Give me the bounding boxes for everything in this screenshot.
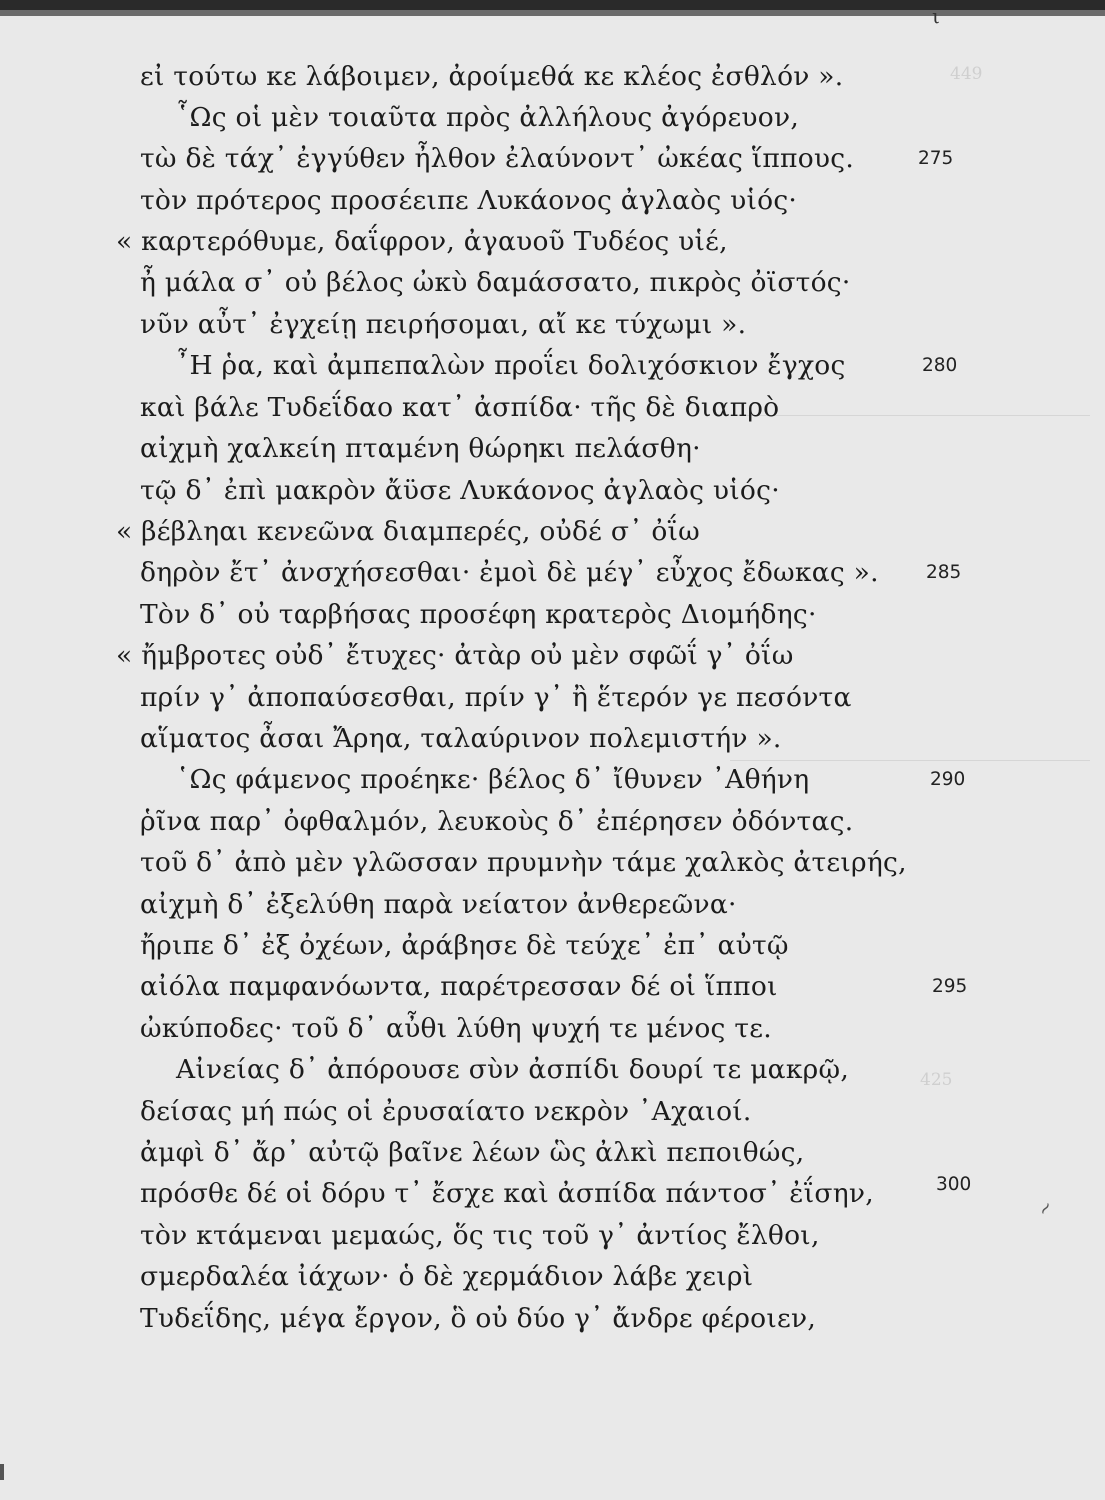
verse-line: « βέβληαι κενεῶνα διαμπερές, οὐδέ σ᾽ ὀΐω (116, 516, 701, 547)
verse-line: ῏Η ῥα, καὶ ἀμπεπαλὼν προΐει δολιχόσκιον ἔγχος (176, 350, 846, 381)
page-header-mark: ι (932, 4, 940, 28)
verse-line: ἀμφὶ δ᾽ ἄρ᾽ αὐτῷ βαῖνε λέων ὣς ἀλκὶ πεποιθώς, (140, 1137, 805, 1168)
verse-line: τὸν κτάμεναι μεμαώς, ὅς τις τοῦ γ᾽ ἀντίος ἔλθοι, (140, 1220, 820, 1251)
verse-line: « ἤμβροτες οὐδ᾽ ἔτυχες· ἀτὰρ οὐ μὲν σφῶΐ γ᾽ ὀΐω (116, 640, 794, 671)
left-edge-tick (0, 1464, 4, 1480)
verse-line: σμερδαλέα ἰάχων· ὁ δὲ χερμάδιον λάβε χειρὶ (140, 1261, 754, 1292)
verse-line: αἵματος ἆσαι Ἄρηα, ταλαύρινον πολεμιστήν ». (140, 723, 782, 754)
verse-line: δηρὸν ἔτ᾽ ἀνσχήσεσθαι· ἐμοὶ δὲ μέγ᾽ εὖχος ἔδωκας ». (140, 557, 879, 588)
verse-line: « καρτερόθυμε, δαΐφρον, ἀγαυοῦ Τυδέος υἱέ, (116, 226, 728, 257)
verse-line: τὼ δὲ τάχ᾽ ἐγγύθεν ἦλθον ἐλαύνοντ᾽ ὠκέας ἵππους. (140, 143, 855, 174)
verse-line: Αἰνείας δ᾽ ἀπόρουσε σὺν ἀσπίδι δουρί τε μακρῷ, (176, 1054, 850, 1085)
ghost-rule (730, 760, 1090, 761)
verse-line: ῾Ως φάμενος προέηκε· βέλος δ᾽ ἴθυνεν ᾽Αθήνη (176, 764, 810, 795)
verse-line: αἰόλα παμφανόωντα, παρέτρεσσαν δέ οἱ ἵπποι (140, 971, 778, 1002)
ghost-number: 449 (950, 64, 983, 84)
verse-line: τῷ δ᾽ ἐπὶ μακρὸν ἄϋσε Λυκάονος ἀγλαὸς υἱός· (140, 475, 780, 506)
verse-line: ὠκύποδες· τοῦ δ᾽ αὖθι λύθη ψυχή τε μένος τε. (140, 1013, 772, 1044)
verse-line: πρίν γ᾽ ἀποπαύσεσθαι, πρίν γ᾽ ἢ ἕτερόν γε πεσόντα (140, 682, 852, 713)
verse-line: καὶ βάλε Τυδεΐδαο κατ᾽ ἀσπίδα· τῆς δὲ διαπρὸ (140, 392, 780, 423)
verse-line: τὸν πρότερος προσέειπε Λυκάονος ἀγλαὸς υἱός· (140, 185, 798, 216)
ghost-rule (730, 415, 1090, 416)
corner-mark: ~ (1032, 1196, 1059, 1221)
line-number: 285 (926, 562, 962, 583)
verse-line: δείσας μή πώς οἱ ἐρυσαίατο νεκρὸν ᾽Αχαιοί. (140, 1096, 752, 1127)
line-number: 300 (936, 1174, 972, 1195)
line-number: 275 (918, 148, 954, 169)
verse-line: ῟Ως οἱ μὲν τοιαῦτα πρὸς ἀλλήλους ἀγόρευον, (176, 102, 800, 133)
verse-line: ῥῖνα παρ᾽ ὀφθαλμόν, λευκοὺς δ᾽ ἐπέρησεν ὀδόντας. (140, 806, 854, 837)
verse-line: εἰ τούτω κε λάβοιμεν, ἀροίμεθά κε κλέος ἐσθλόν ». (140, 61, 844, 92)
verse-line: Τυδεΐδης, μέγα ἔργον, ὃ οὐ δύο γ᾽ ἄνδρε φέροιεν, (140, 1303, 817, 1334)
line-number: 295 (932, 976, 968, 997)
verse-line: αἰχμὴ δ᾽ ἐξελύθη παρὰ νείατον ἀνθερεῶνα· (140, 889, 737, 920)
verse-line: τοῦ δ᾽ ἀπὸ μὲν γλῶσσαν πρυμνὴν τάμε χαλκὸς ἀτειρής, (140, 847, 907, 878)
verse-line: Τὸν δ᾽ οὐ ταρβήσας προσέφη κρατερὸς Διομήδης· (140, 599, 817, 630)
verse-line: ἦ μάλα σ᾽ οὐ βέλος ὠκὺ δαμάσσατο, πικρὸς ὀϊστός· (140, 267, 851, 298)
verse-line: ἤριπε δ᾽ ἐξ ὀχέων, ἀράβησε δὲ τεύχε᾽ ἐπ᾽ αὐτῷ (140, 930, 789, 961)
ghost-number: 425 (920, 1070, 953, 1090)
verse-line: νῦν αὖτ᾽ ἐγχείῃ πειρήσομαι, αἴ κε τύχωμι ». (140, 309, 747, 340)
line-number: 290 (930, 769, 966, 790)
verse-line: αἰχμὴ χαλκείη πταμένη θώρηκι πελάσθη· (140, 433, 701, 464)
verse-line: πρόσθε δέ οἱ δόρυ τ᾽ ἔσχε καὶ ἀσπίδα πάντοσ᾽ ἐΐσην, (140, 1178, 874, 1209)
line-number: 280 (922, 355, 958, 376)
